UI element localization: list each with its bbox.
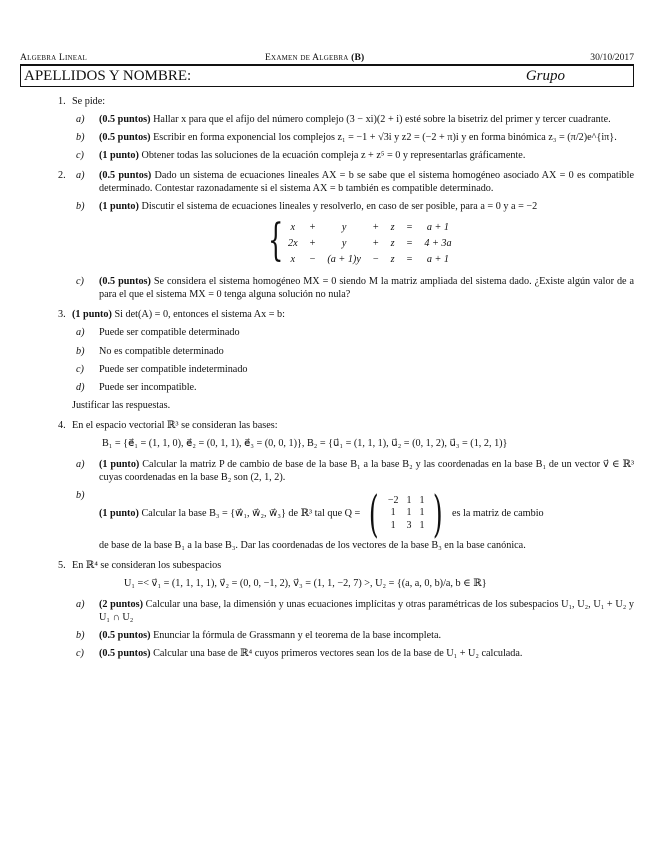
exam-title [265, 52, 364, 64]
question-4b [72, 484, 634, 552]
eq-cell: 4 + 3a [424, 237, 452, 249]
matrix-row [384, 495, 429, 508]
exam-content [20, 95, 634, 667]
item-tail: de base de la base B₁ a la base B₃. Dar las coordenadas de los vectores de la base B₃ en la base canónica. [99, 539, 526, 551]
question-1b [72, 131, 634, 144]
points: (0.5 puntos) [99, 114, 151, 126]
question-2 [20, 169, 634, 301]
question-5a [72, 598, 634, 624]
points: (1 punto) [72, 309, 112, 321]
matrix-row [384, 507, 429, 520]
student-name-box[interactable] [20, 65, 634, 87]
item-label: b) [76, 630, 85, 642]
item-text: Calcular una base, la dimensión y unas ecuaciones implícitas y otras paramétricas de los subespacios U₁, U₂, U₁ + U₂ y U₁ ∩ U₂ [99, 599, 635, 624]
points: (0.5 puntos) [99, 648, 151, 660]
eq-cell: + [372, 221, 379, 233]
question-number: 1. [58, 96, 66, 107]
justify-note: Justificar las respuestas. [72, 399, 171, 411]
matrix-paren-left: ( [369, 484, 379, 543]
eq-cell: = [406, 253, 413, 265]
matrix-cell: 1 [419, 494, 425, 506]
question-number: 2. [58, 170, 66, 182]
option-text: Puede ser incompatible. [99, 381, 197, 393]
question-5 [20, 559, 634, 660]
question-text: En ℝ⁴ se consideran los subespacios [72, 559, 222, 571]
exam-date: 30/10/2017 [590, 52, 634, 63]
question-1c [72, 149, 634, 162]
item-label: a) [76, 599, 85, 611]
eq-cell: a + 1 [426, 253, 450, 265]
item-label: c) [76, 150, 84, 162]
matrix-cell: 1 [406, 494, 412, 506]
question-2c [72, 275, 634, 301]
matrix-line [99, 484, 634, 543]
item-label: b) [76, 489, 85, 501]
item-text: Obtener todas las soluciones de la ecuación compleja z + z⁵ = 0 y representarlas gráficamente. [141, 150, 526, 162]
exam-variant: (B) [351, 52, 365, 63]
item-text: Hallar x para que el afijo del número complejo (3 − xi)(2 + i) esté sobre la bisetriz del primer y tercer cuadrante. [153, 114, 611, 126]
option-text: Puede ser compatible indeterminado [99, 363, 248, 375]
eq-cell: y [341, 221, 347, 233]
question-3 [20, 308, 634, 411]
system-row [282, 251, 458, 267]
matrix-row [384, 520, 429, 533]
item-text: Discutir el sistema de ecuaciones lineales y resolverlo, en caso de ser posible, para a = 0 y a = −2 [141, 201, 538, 213]
matrix-cell: 3 [406, 520, 412, 532]
matrix-q [364, 484, 448, 543]
item-label: a) [76, 458, 85, 470]
item-label: c) [76, 276, 84, 288]
item-label: b) [76, 132, 85, 144]
eq-cell: z [390, 237, 395, 249]
system-brace: { [268, 215, 284, 267]
eq-cell: + [372, 237, 379, 249]
points: (0.5 puntos) [99, 630, 151, 642]
question-5b [72, 629, 634, 642]
question-statement: Si det(A) = 0, entonces el sistema Ax = b: [114, 309, 285, 321]
question-text: En el espacio vectorial ℝ³ se consideran las bases: [72, 419, 278, 431]
subspaces-definition: U₁ =< v⃗₁ = (1, 1, 1, 1), v⃗₂ = (0, 0, −1, 2), v⃗₃ = (1, 1, −2, 7) >, U₂ = {(a, a, 0, b)/a, b ∈ ℝ} [124, 577, 487, 589]
matrix-cell: 1 [390, 520, 396, 532]
eq-cell: z [390, 253, 395, 265]
eq-cell: (a + 1)y [327, 253, 361, 265]
question-number: 5. [58, 559, 66, 571]
system-table [282, 219, 458, 267]
item-text: Calcular la matriz P de cambio de base de la base B₁ a la base B₂ y las coordenadas en la base B₁ de un vector v⃗ ∈ ℝ³ cuyas coordenadas en la base B₂ son (2, 1, 2). [99, 458, 635, 483]
exam-title-text: Examen de Algebra [265, 52, 352, 63]
eq-cell: x [290, 253, 296, 265]
option-b [72, 345, 634, 358]
matrix-cell: −2 [387, 494, 399, 506]
item-text: Dado un sistema de ecuaciones lineales AX = b se sabe que el sistema homogéneo asociado AX = 0 es compatible determinado. Contestar razonadamente si el sistema AX = b también es compatible determinado. [99, 170, 635, 195]
eq-cell: + [309, 237, 316, 249]
item-pre [99, 507, 360, 520]
question-1 [20, 95, 634, 162]
item-post: es la matriz de cambio [451, 508, 544, 520]
question-text [72, 308, 634, 321]
eq-cell: z [390, 221, 395, 233]
points: (1 punto) [99, 458, 140, 470]
points: (1 punto) [99, 201, 139, 213]
item-label: a) [76, 170, 85, 182]
option-text: Puede ser compatible determinado [99, 327, 240, 339]
item-text: Escribir en forma exponencial los complejos z₁ = −1 + √3i y z2 = (−2 + π)i y en forma binómica z₃ = (π/2)e^{iπ}. [153, 132, 617, 144]
points: (1 punto) [99, 508, 139, 520]
system-row [282, 219, 458, 235]
question-5c [72, 647, 634, 660]
matrix-cell: 1 [419, 520, 425, 532]
item-label: b) [76, 201, 85, 213]
eq-cell: y [341, 237, 347, 249]
course-name: Algebra Lineal [20, 52, 87, 63]
bases-definition: B₁ = {e⃗₁ = (1, 1, 0), e⃗₂ = (0, 1, 1), e⃗₃ = (0, 0, 1)}, B₂ = {u⃗₁ = (1, 1, 1), u⃗₂ = (0, 1, 2), u⃗₃ = (1, 2, 1)} [102, 437, 508, 449]
item-text: Calcular una base de ℝ⁴ cuyos primeros vectores sean los de la base de U₁ + U₂ calculada. [153, 648, 523, 660]
question-1a [72, 113, 634, 126]
question-4 [20, 419, 634, 552]
name-label: APELLIDOS Y NOMBRE: [24, 68, 192, 84]
matrix-cell: 1 [406, 507, 412, 519]
group-label: Grupo [525, 68, 565, 84]
question-text: Se pide: [72, 96, 106, 107]
eq-cell: + [309, 221, 316, 233]
item-text: Se considera el sistema homogéneo MX = 0 siendo M la matriz ampliada del sistema dado. ¿Existe algún valor de a para el que el sistema MX = 0 tenga alguna solución no nula? [99, 276, 635, 301]
eq-cell: = [406, 221, 413, 233]
item-pre-text: Calcular la base B₃ = {w⃗₁, w⃗₂, w⃗₃} de ℝ³ tal que Q = [141, 508, 361, 520]
eq-cell: − [309, 253, 316, 265]
eq-cell: − [372, 253, 379, 265]
eq-cell: x [290, 221, 296, 233]
points: (1 punto) [99, 150, 139, 162]
question-2b [72, 200, 634, 213]
item-label: c) [76, 648, 84, 660]
option-d [72, 381, 634, 394]
question-number: 3. [58, 309, 66, 321]
question-number: 4. [58, 419, 66, 431]
item-text: Enunciar la fórmula de Grassmann y el teorema de la base incompleta. [153, 630, 442, 642]
points: (0.5 puntos) [99, 170, 152, 182]
question-4a [72, 458, 634, 484]
question-2a [72, 169, 634, 195]
eq-cell: a + 1 [426, 221, 450, 233]
option-label: c) [76, 363, 84, 375]
system-row [282, 235, 458, 251]
item-label: a) [76, 114, 85, 126]
matrix-paren-right: ) [433, 484, 444, 543]
matrix-cell: 1 [390, 507, 396, 519]
option-label: a) [76, 327, 85, 339]
points: (0.5 puntos) [99, 132, 151, 144]
option-a [72, 326, 634, 339]
matrix-cell: 1 [419, 507, 425, 519]
equation-system [268, 215, 634, 267]
option-label: b) [76, 345, 85, 357]
option-label: d) [76, 381, 85, 393]
option-text: No es compatible determinado [99, 345, 224, 357]
matrix-table [384, 495, 429, 533]
option-c [72, 363, 634, 376]
points: (2 puntos) [99, 599, 143, 611]
eq-cell: 2x [288, 237, 298, 249]
points: (0.5 puntos) [99, 276, 151, 288]
eq-cell: = [406, 237, 413, 249]
